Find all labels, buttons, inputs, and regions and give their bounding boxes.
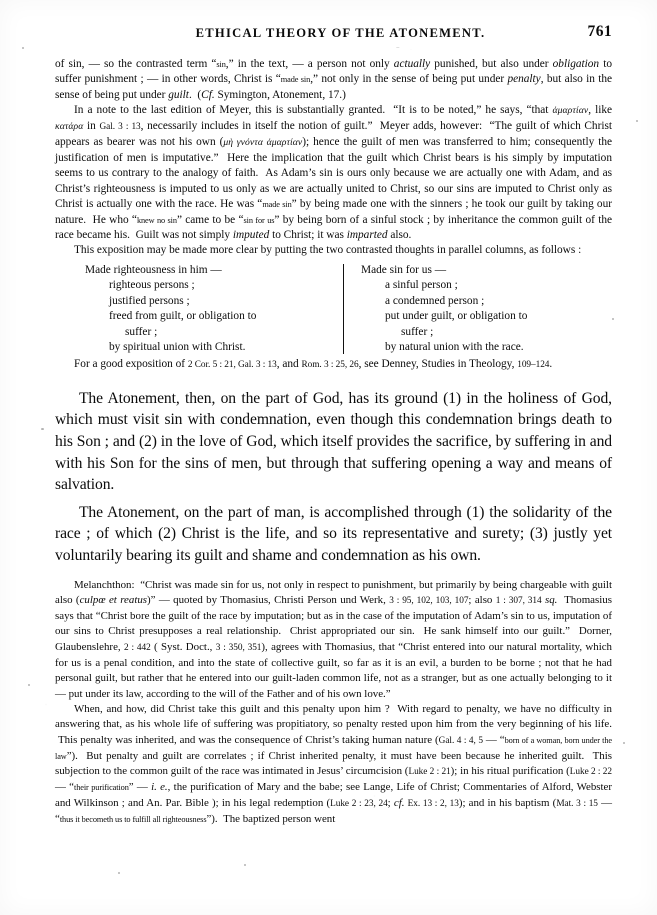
scan-speck xyxy=(22,47,24,49)
scan-speck xyxy=(28,684,30,686)
scan-speck xyxy=(41,428,44,430)
paragraph-continuation: of sin, — so the contrasted term “sin,” in the text, — a person not only actually punished, but also under obligation to suffer punishment ; — in other words, Christ is “made sin,” not only in the sense of being put under penalty, but also in the sense of being put under guilt. (Cf. Symington, Atonement, 17.) xyxy=(55,58,612,101)
parallel-column-left xyxy=(85,263,336,355)
scan-speck xyxy=(612,318,614,320)
column-heading: Made sin for us — xyxy=(361,263,447,276)
paragraph-denney-reference: For a good exposition of 2 Cor. 5 : 21, Gal. 3 : 13, and Rom. 3 : 25, 26, see Denney, Studies in Theology, 109–124. xyxy=(74,358,553,371)
paragraph-when-and-how: When, and how, did Christ take this guilt and this penalty upon him ? With regard to penalty, we have no difficulty in answering that, as his whole life of suffering was propitiatory, so penalty rested upon him from the very beginning of his life. This penalty was inherited, and was the consequence of Christ’s taking human nature (Gal. 4 : 4, 5 — “born of a woman, born under the law”). But penalty and guilt are correlates ; if Christ inherited penalty, it must have been because he inherited guilt. This subjection to the common guilt of the race was intimated in Jesus’ circumcision (Luke 2 : 21); in his ritual purification (Luke 2 : 22 — “their purification” — i. e., the purification of Mary and the babe; see Lange, Life of Christ; Commentaries of Alford, Webster and Wilkinson ; and An. Par. Bible ); in his legal redemption (Luke 2 : 23, 24; cf. Ex. 13 : 2, 13); and in his baptism (Mat. 3 : 15 — “thus it becometh us to fulfill all righteousness”). The baptized person went xyxy=(55,702,612,825)
scan-speck xyxy=(244,864,246,866)
column-item: a condemned person ; xyxy=(385,294,485,307)
column-item: suffer ; xyxy=(401,325,434,338)
scan-smudge xyxy=(345,45,465,52)
paragraph-melanchthon-note: Melanchthon: “Christ was made sin for us, not only in respect to punishment, but primarily by being chargeable with guilt also (culpœ et reatus)” — quoted by Thomasius, Christi Person und Werk, 3 : 95, 102, 103, 107; also 1 : 307, 314 sq. Thomasius says that “Christ bore the guilt of the race by imputation; but as in the case of the imputation of Adam’s sin to us, imputation of our sins to Christ presupposes a real relationship. Christ appropriated our sin. He sank himself into our guilt.” Dorner, Glaubenslehre, 2 : 442 ( Syst. Doct., 3 : 350, 351), agrees with Thomasius, that “Christ entered into our natural mortality, which for us is a penal condition, and into the state of collective guilt, so far as it is an evil, a burden to be borne ; not that he had personal guilt, but rather that he entered into our guilt-laden common life, not as a stranger, but as one actually belonging to it — put under its law, according to the will of the Father and of his own love.” xyxy=(55,578,613,700)
paragraph-parallel-intro: This exposition may be made more clear by putting the two contrasted thoughts in parallel columns, as follows : xyxy=(74,244,582,257)
paragraph-meyer-note: In a note to the last edition of Meyer, this is substantially granted. “It is to be noted,” he says, “that ἁμαρτίαν, like κατάρα in Gal. 3 : 13, necessarily includes in itself the notion of guilt.” Meyer adds, however: “The guilt of which Christ appears as bearer was not his own (μὴ γνόντα ἁμαρτίαν); hence the guilt of men was transferred to him; consequently the justification of men is imputative.” Here the implication that the guilt which Christ bears is his simply by imputation seems to us contrary to the analogy of faith. As Adam’s sin is ours only because we are actually one with Adam, and as Christ’s righteousness is imputed to us only as we are actually united to Christ, so our sins are imputed to Christ only as Christ is actually one with the race. He was “made sin” by being made one with the sinners ; he took our guilt by taking our nature. He who “knew no sin” came to be “sin for us” by being born of a sinful stock ; by inheritance the common guilt of the race became his. Guilt was not simply imputed to Christ; it was imparted also. xyxy=(55,104,613,241)
scan-speck xyxy=(623,742,625,744)
column-item: suffer ; xyxy=(125,325,158,338)
column-item: freed from guilt, or obligation to xyxy=(109,310,257,323)
scan-speck xyxy=(636,120,638,122)
column-item: by natural union with the race. xyxy=(385,340,524,353)
paragraph-atonement-part-of-god: The Atonement, then, on the part of God, has its ground (1) in the holiness of God, which must visit sin with condemnation, even though this condemnation brings death to his Son ; and (2) in the love of God, which itself provides the sacrifice, by suffering in and with his Son for the sins of men, but through that suffering opening a way and means of salvation. xyxy=(55,389,612,494)
section-spacer xyxy=(55,567,612,578)
page-header xyxy=(55,23,612,48)
column-item: justified persons ; xyxy=(109,294,190,307)
paragraph-atonement-part-of-man: The Atonement, on the part of man, is accomplished through (1) the solidarity of the race ; of which (2) Christ is the life, and so its representative and surety; (3) justly yet voluntarily bearing its guilt and shame and condemnation as his own. xyxy=(55,503,612,564)
column-divider xyxy=(343,264,344,354)
column-item: a sinful person ; xyxy=(385,279,458,292)
parallel-columns xyxy=(55,263,612,355)
scan-speck xyxy=(118,872,120,874)
section-spacer xyxy=(55,374,612,388)
column-item: put under guilt, or obligation to xyxy=(385,310,528,323)
column-item: righteous persons ; xyxy=(109,279,195,292)
column-item: by spiritual union with Christ. xyxy=(109,340,246,353)
page-number: 761 xyxy=(587,23,612,40)
running-head-title: ETHICAL THEORY OF THE ATONEMENT. xyxy=(195,26,486,40)
column-heading: Made righteousness in him — xyxy=(85,263,222,276)
parallel-column-right xyxy=(336,263,612,355)
